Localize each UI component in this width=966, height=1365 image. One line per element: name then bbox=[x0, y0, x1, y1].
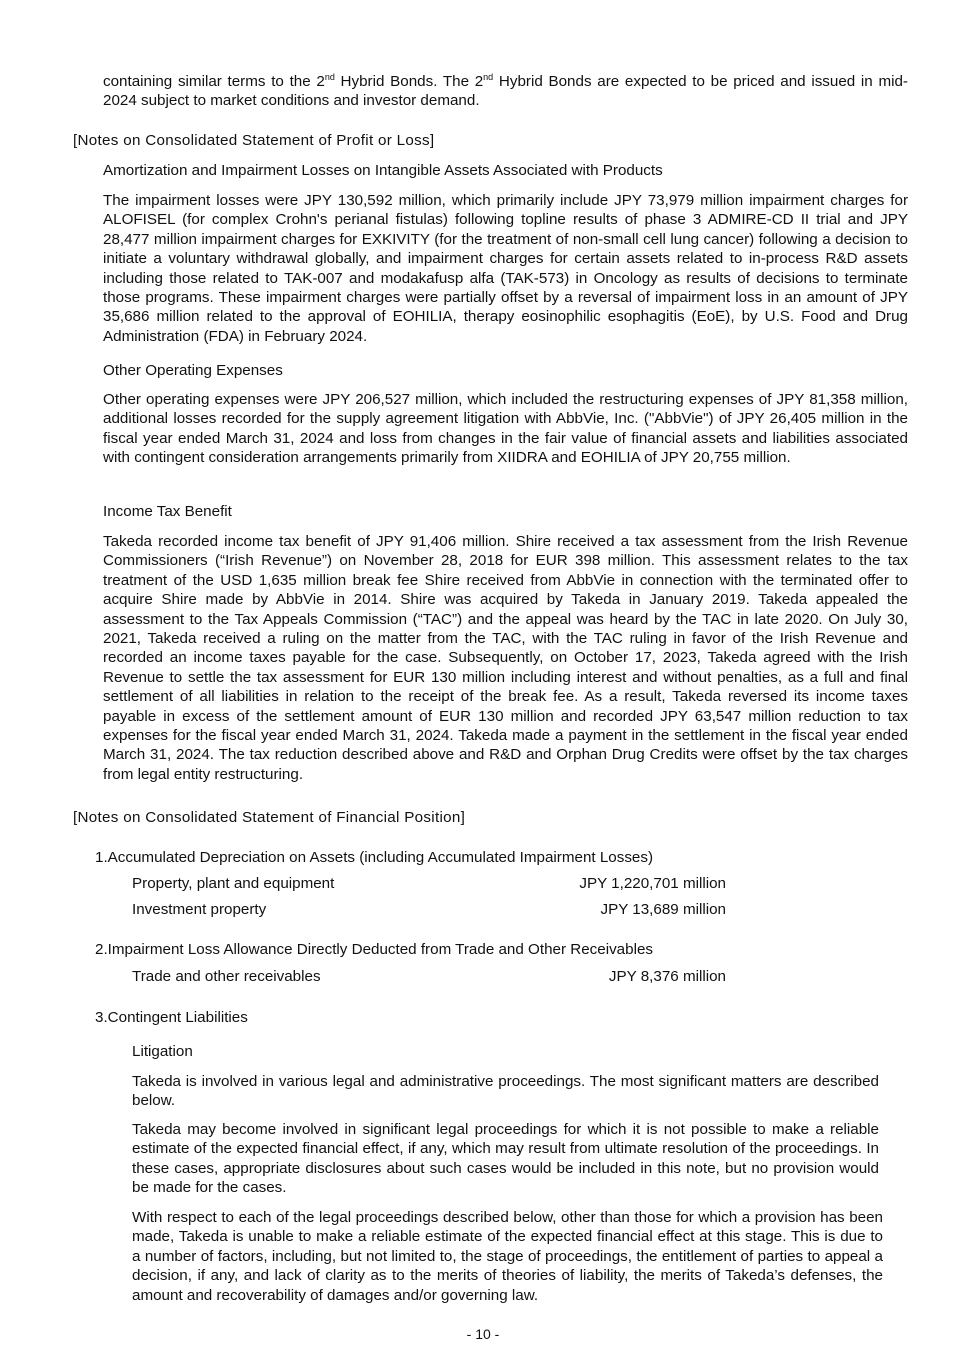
other-opex-title: Other Operating Expenses bbox=[103, 362, 283, 379]
item3-heading bbox=[95, 1009, 248, 1026]
amortization-body bbox=[103, 191, 908, 346]
item1-row-ppe bbox=[132, 875, 726, 895]
other-opex-body bbox=[103, 390, 908, 468]
item1-row-investment bbox=[132, 901, 726, 921]
amortization-title: Amortization and Impairment Losses on Intangible Assets Associated with Products bbox=[103, 162, 663, 179]
intro-text-2: Hybrid Bonds. The 2 bbox=[334, 73, 484, 90]
row-label: Property, plant and equipment bbox=[132, 875, 335, 892]
litigation-title: Litigation bbox=[132, 1043, 193, 1060]
litigation-text-2: Takeda may become involved in significant legal proceedings for which it is not possible to make a reliable estimate of the expected financial effect, if any, which may result from ultimate resolution of the proceedings. In these cases, appropriate disclosures about such cases would be included in this note, but no provision would be made for the cases. bbox=[132, 1121, 879, 1197]
item1-title: Accumulated Depreciation on Assets (including Accumulated Impairment Losses) bbox=[107, 849, 654, 866]
other-opex-text: Other operating expenses were JPY 206,527 million, which included the restructuring expenses of JPY 81,358 million, additional losses recorded for the supply agreement litigation with AbbVie, Inc. ("AbbVie") of JPY 26,405 million in the fiscal year ended March 31, 2024 and loss from changes in the fair value of financial assets and liabilities associated with contingent consideration arrangements primarily from XIIDRA and EOHILIA of JPY 20,755 million. bbox=[103, 391, 908, 467]
litigation-text-3: With respect to each of the legal proceedings described below, other than those for which a provision has been made, Takeda is unable to make a reliable estimate of the expected financial effect at this stage. This is due to a number of factors, including, but not limited to, the stage of proceedings, the entitlement of parties to appeal a decision, if any, and lack of clarity as to the merits of theories of liability, the merits of Takeda’s defenses, the amount and recoverability of damages and/or governing law. bbox=[132, 1209, 883, 1304]
income-tax-body bbox=[103, 532, 908, 784]
item1-number: 1. bbox=[95, 849, 108, 866]
row-value: JPY 13,689 million bbox=[600, 901, 726, 918]
row-value: JPY 1,220,701 million bbox=[579, 875, 726, 892]
item2-title: Impairment Loss Allowance Directly Deducted from Trade and Other Receivables bbox=[107, 941, 653, 958]
income-tax-title: Income Tax Benefit bbox=[103, 503, 232, 520]
row-label: Investment property bbox=[132, 901, 267, 918]
intro-sup-2: nd bbox=[483, 72, 494, 82]
intro-text-3: Hybrid Bonds are expected to be priced and issued in mid-2024 subject to market conditions and investor demand. bbox=[103, 73, 908, 110]
row-label: Trade and other receivables bbox=[132, 968, 321, 985]
item3-number: 3. bbox=[95, 1009, 108, 1026]
amortization-text: The impairment losses were JPY 130,592 million, which primarily include JPY 73,979 million impairment charges for ALOFISEL (for complex Crohn's perianal fistulas) following topline results of phase 3 ADMIRE-CD II trial and JPY 28,477 million impairment charges for EXKIVITY (for the treatment of non-small cell lung cancer) following a decision to initiate a voluntary withdrawal globally, and impairment charges for certain assets related to in-process R&D assets including those related to TAK-007 and modakafusp alfa (TAK-573) in Oncology as results of decisions to terminate those programs. These impairment charges were partially offset by a reversal of impairment loss in an amount of JPY 35,686 million related to the approval of EOHILIA, therapy eosinophilic esophagitis (EoE), by U.S. Food and Drug Administration (FDA) in February 2024. bbox=[103, 192, 908, 345]
litigation-para-3 bbox=[132, 1208, 883, 1305]
page-number: - 10 - bbox=[466, 1326, 500, 1342]
litigation-text-1: Takeda is involved in various legal and administrative proceedings. The most significant matters are described below. bbox=[132, 1073, 879, 1110]
item3-title: Contingent Liabilities bbox=[107, 1009, 248, 1026]
intro-paragraph bbox=[103, 72, 908, 111]
litigation-para-1 bbox=[132, 1072, 879, 1111]
row-value: JPY 8,376 million bbox=[608, 968, 726, 985]
item1-heading bbox=[95, 849, 653, 866]
litigation-para-2 bbox=[132, 1120, 879, 1198]
item2-heading bbox=[95, 941, 653, 958]
item2-row-receivables bbox=[132, 968, 726, 988]
profit-loss-heading: [Notes on Consolidated Statement of Profit or Loss] bbox=[73, 132, 435, 149]
intro-sup-1: nd bbox=[324, 72, 335, 82]
intro-text-1: containing similar terms to the 2 bbox=[103, 73, 325, 90]
item2-number: 2. bbox=[95, 941, 108, 958]
income-tax-text: Takeda recorded income tax benefit of JPY 91,406 million. Shire received a tax assessment from the Irish Revenue Commissioners (“Irish Revenue”) on November 28, 2018 for EUR 398 million. This assessment relates to the tax treatment of the USD 1,635 million break fee Shire received from AbbVie in connection with the terminated offer to acquire Shire made by AbbVie in 2014. Shire was acquired by Takeda in January 2019. Takeda appealed the assessment to the Tax Appeals Commission (“TAC”) and the appeal was heard by the TAC in late 2020. On July 30, 2021, Takeda received a ruling on the matter from the TAC, with the TAC ruling in favor of the Irish Revenue and recorded an income taxes payable for the case. Subsequently, on October 17, 2023, Takeda agreed with the Irish Revenue to settle the tax assessment for EUR 130 million including interest and without penalties, as a full and final settlement of all liabilities in relation to the receipt of the break fee. As a result, Takeda reversed its income taxes payable in excess of the settlement amount of EUR 130 million and recorded JPY 63,547 million reduction to tax expenses for the fiscal year ended March 31, 2024. Takeda made a payment in the settlement in the fiscal year ended March 31, 2024. The tax reduction described above and R&D and Orphan Drug Credits were offset by the tax charges from legal entity restructuring. bbox=[103, 533, 908, 783]
financial-position-heading: [Notes on Consolidated Statement of Financial Position] bbox=[73, 809, 466, 826]
